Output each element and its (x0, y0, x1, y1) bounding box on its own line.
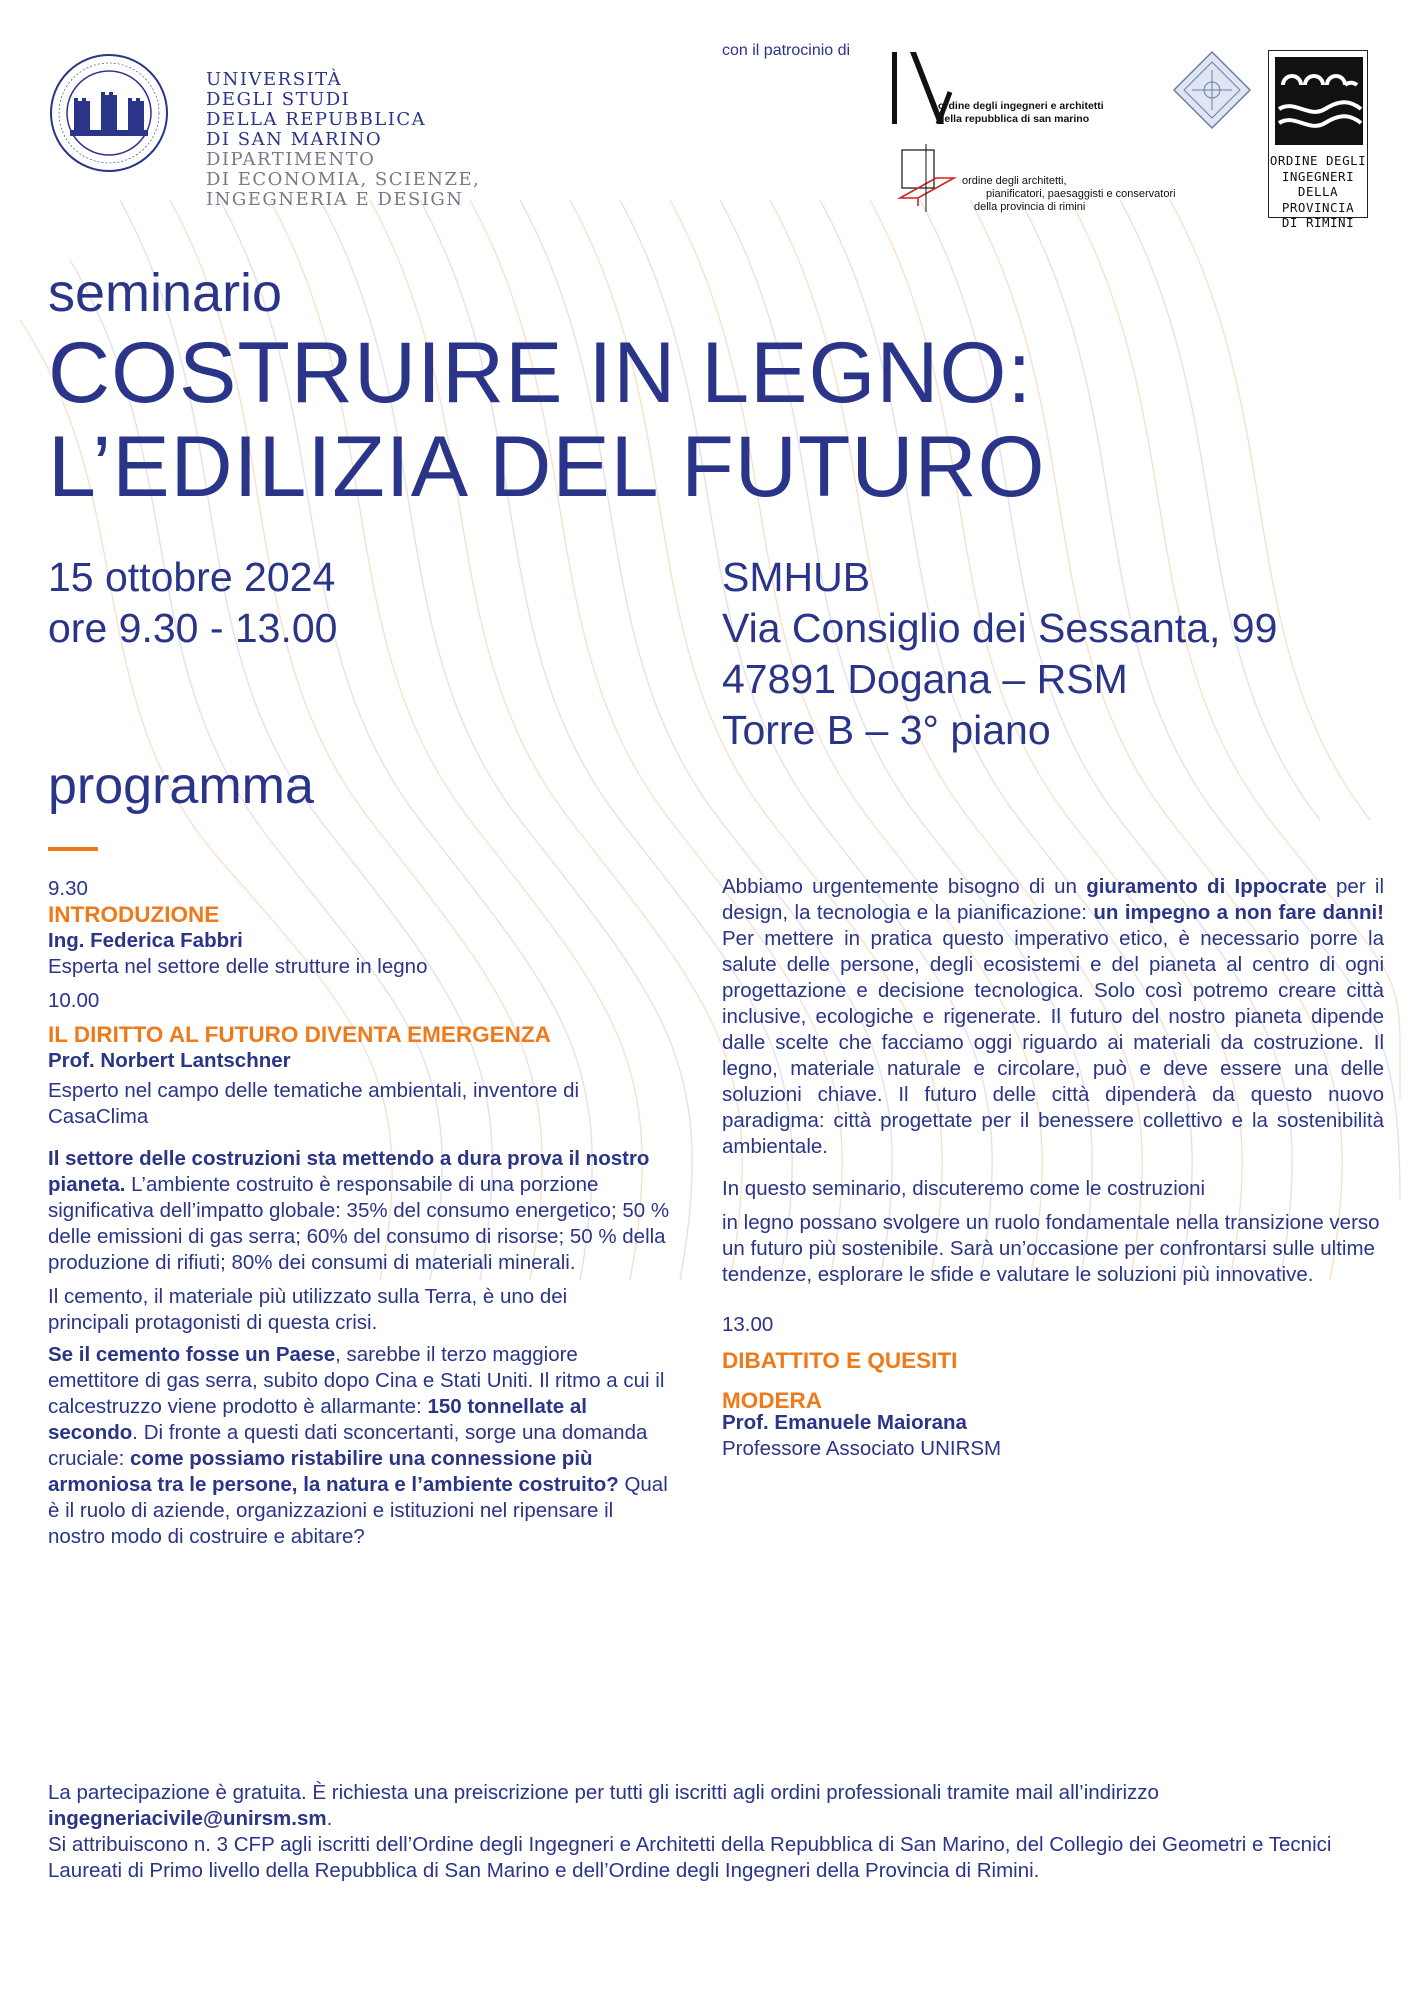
seminar-title-line: COSTRUIRE IN LEGNO: (48, 325, 1033, 421)
footer-text: La partecipazione è gratuita. È richiesta una preiscrizione per tutti gli iscritti agli ordini professionali tramite mail all’indirizzo (48, 1781, 1159, 1804)
footer-text: . (326, 1807, 333, 1830)
item-speaker-role: Esperta nel settore delle strutture in legno (48, 955, 428, 978)
rimini-order-line: INGEGNERI (1281, 168, 1355, 184)
rimini-order-line: ORDINE DEGLI (1269, 153, 1367, 168)
item-speaker-role: Professore Associato UNIRSM (722, 1437, 1002, 1460)
event-time: ore 9.30 - 13.00 (48, 605, 338, 651)
university-seal-logo (48, 52, 170, 174)
program-heading: programma (48, 757, 314, 815)
department-line: INGEGNERIA E DESIGN (206, 189, 464, 210)
architects-order-name (962, 175, 1176, 214)
body-paragraph: Il cemento, il materiale più utilizzato sulla Terra, è uno dei principali protagonisti di questa crisi. (48, 1285, 568, 1334)
body-paragraph: in legno possano svolgere un ruolo fondamentale nella transizione verso un futuro più sostenibile. Sarà un’occasione per confrontarsi sulle ultime tendenze, esplorare le sfide e valutare le soluzioni più innovative. (722, 1211, 1380, 1286)
ia-order-line: della repubblica di san marino (938, 113, 1090, 125)
body-bold-text: Il settore delle costruzioni sta mettendo a dura prova il nostro pianeta. (48, 1147, 650, 1196)
department-line: DI ECONOMIA, SCIENZE, (206, 169, 481, 190)
registration-note (48, 1780, 1378, 1832)
ia-order-line: ordine degli ingegneri e architetti (938, 100, 1104, 112)
item-speaker-role: Esperto nel campo delle tematiche ambientali, inventore di CasaClima (48, 1079, 580, 1128)
item-speaker: Ing. Federica Fabbri (48, 929, 243, 952)
architects-order-line: della provincia di rimini (974, 201, 1086, 213)
university-line: DEGLI STUDI (206, 89, 351, 110)
patronage-label: con il patrocinio di (722, 42, 851, 59)
university-line: DELLA REPUBBLICA (206, 109, 427, 130)
rimini-order-line: DELLA PROVINCIA (1281, 184, 1355, 215)
venue-line: Via Consiglio dei Sessanta, 99 (722, 605, 1278, 651)
body-text: , sarebbe il terzo maggiore emettitore di gas serra, subito dopo Cina e Stati Uniti. Il ritmo a cui il calcestruzzo viene prodotto è allarmante: (48, 1343, 665, 1418)
program-left-column (48, 876, 688, 1550)
ia-order-name (938, 100, 1104, 126)
architects-order-line: ordine degli architetti, (962, 175, 1067, 187)
body-text: . Di fronte a questi dati sconcertanti, sorge una domanda cruciale: (48, 1421, 648, 1470)
rimini-engineers-logo (1268, 50, 1368, 230)
item-title: IL DIRITTO AL FUTURO DIVENTA EMERGENZA (48, 1022, 551, 1047)
body-text: Per mettere in pratica questo imperativo etico, è necessario porre la salute delle persone, degli ecosistemi e del pianeta al centro di ogni progettazione e decisione tecnologica. Solo così potremo creare città inclusive, ecologiche e rigenerate. Il futuro del nostro pianeta dipende dalle scelte che facciamo oggi riguardo ai materiali da costruzione. Il legno, materiale naturale e circolare, può e deve essere una delle soluzioni chiave. Il futuro delle città dipenderà da questo nuovo paradigma: città progettate per il benessere collettivo e la sostenibilità ambientale. (722, 927, 1384, 1158)
university-line: DI SAN MARINO (206, 129, 383, 150)
program-right-column (722, 874, 1384, 1462)
item-title: DIBATTITO E QUESITI (722, 1348, 958, 1373)
university-line: UNIVERSITÀ (206, 69, 343, 90)
rimini-order-line: DI RIMINI (1281, 215, 1355, 230)
item-speaker: Prof. Emanuele Maiorana (722, 1411, 967, 1434)
event-date-time (48, 552, 337, 654)
diamond-crest-logo (1172, 50, 1252, 130)
footer-notes (48, 1780, 1378, 1884)
seminar-title-line: L’EDILIZIA DEL FUTURO (48, 419, 1046, 515)
bridge-arches-icon (1275, 57, 1363, 145)
body-bold-text: 150 tonnellate al secondo (48, 1395, 587, 1444)
university-name (206, 70, 480, 210)
moderator-label: MODERA (722, 1388, 822, 1413)
seminar-kicker: seminario (48, 263, 283, 323)
body-text: L’ambiente costruito è responsabile di una porzione significativa dell’impatto globale: 35% del consumo energetico; 50 % delle emissioni di gas serra; 60% del consumo di risorse; 50 % della produzione di rifiuti; 80% dei consumi di materiali minerali. (48, 1173, 670, 1274)
venue-line: SMHUB (722, 554, 871, 600)
department-line: DIPARTIMENTO (206, 149, 376, 170)
architects-order-logo (896, 142, 958, 214)
body-bold-text: un impegno a non fare danni! (1093, 901, 1385, 924)
event-date: 15 ottobre 2024 (48, 554, 336, 600)
body-text: Qual è il ruolo di aziende, organizzazioni e istituzioni nel ripensare il nostro modo di costruire e abitare? (48, 1473, 668, 1548)
body-paragraph: In questo seminario, discuteremo come le costruzioni (722, 1177, 1206, 1200)
seminar-title (48, 326, 1046, 514)
item-time: 9.30 (48, 877, 88, 900)
venue-line: Torre B – 3° piano (722, 707, 1051, 753)
heading-accent-divider (48, 847, 98, 851)
item-speaker: Prof. Norbert Lantschner (48, 1049, 291, 1072)
contact-email-link[interactable]: ingegneriacivile@unirsm.sm (48, 1807, 327, 1830)
body-bold-text: Se il cemento fosse un Paese (48, 1343, 336, 1366)
venue-line: 47891 Dogana – RSM (722, 656, 1128, 702)
item-time: 13.00 (722, 1313, 774, 1336)
body-text: Abbiamo urgentemente bisogno di un (722, 875, 1087, 898)
body-text: per il design, la tecnologia e la pianificazione: (722, 875, 1384, 924)
architects-order-line: pianificatori, paesaggisti e conservatori (986, 188, 1176, 200)
item-time: 10.00 (48, 989, 100, 1012)
body-paragraph (722, 874, 1384, 1160)
event-venue (722, 552, 1277, 756)
body-bold-text: giuramento di Ippocrate (1086, 875, 1327, 898)
body-paragraph (48, 1342, 668, 1550)
body-bold-text: come possiamo ristabilire una connessione più armoniosa tra le persone, la natura e l’ambiente costruito? (48, 1447, 619, 1496)
body-paragraph (48, 1146, 688, 1276)
item-title: INTRODUZIONE (48, 902, 220, 927)
credits-note: Si attribuiscono n. 3 CFP agli iscritti dell’Ordine degli Ingegneri e Architetti della Repubblica di San Marino, del Collegio dei Geometri e Tecnici Laureati di Primo livello della Repubblica di San Marino e dell’Ordine degli Ingegneri della Provincia di Rimini. (48, 1833, 1332, 1882)
